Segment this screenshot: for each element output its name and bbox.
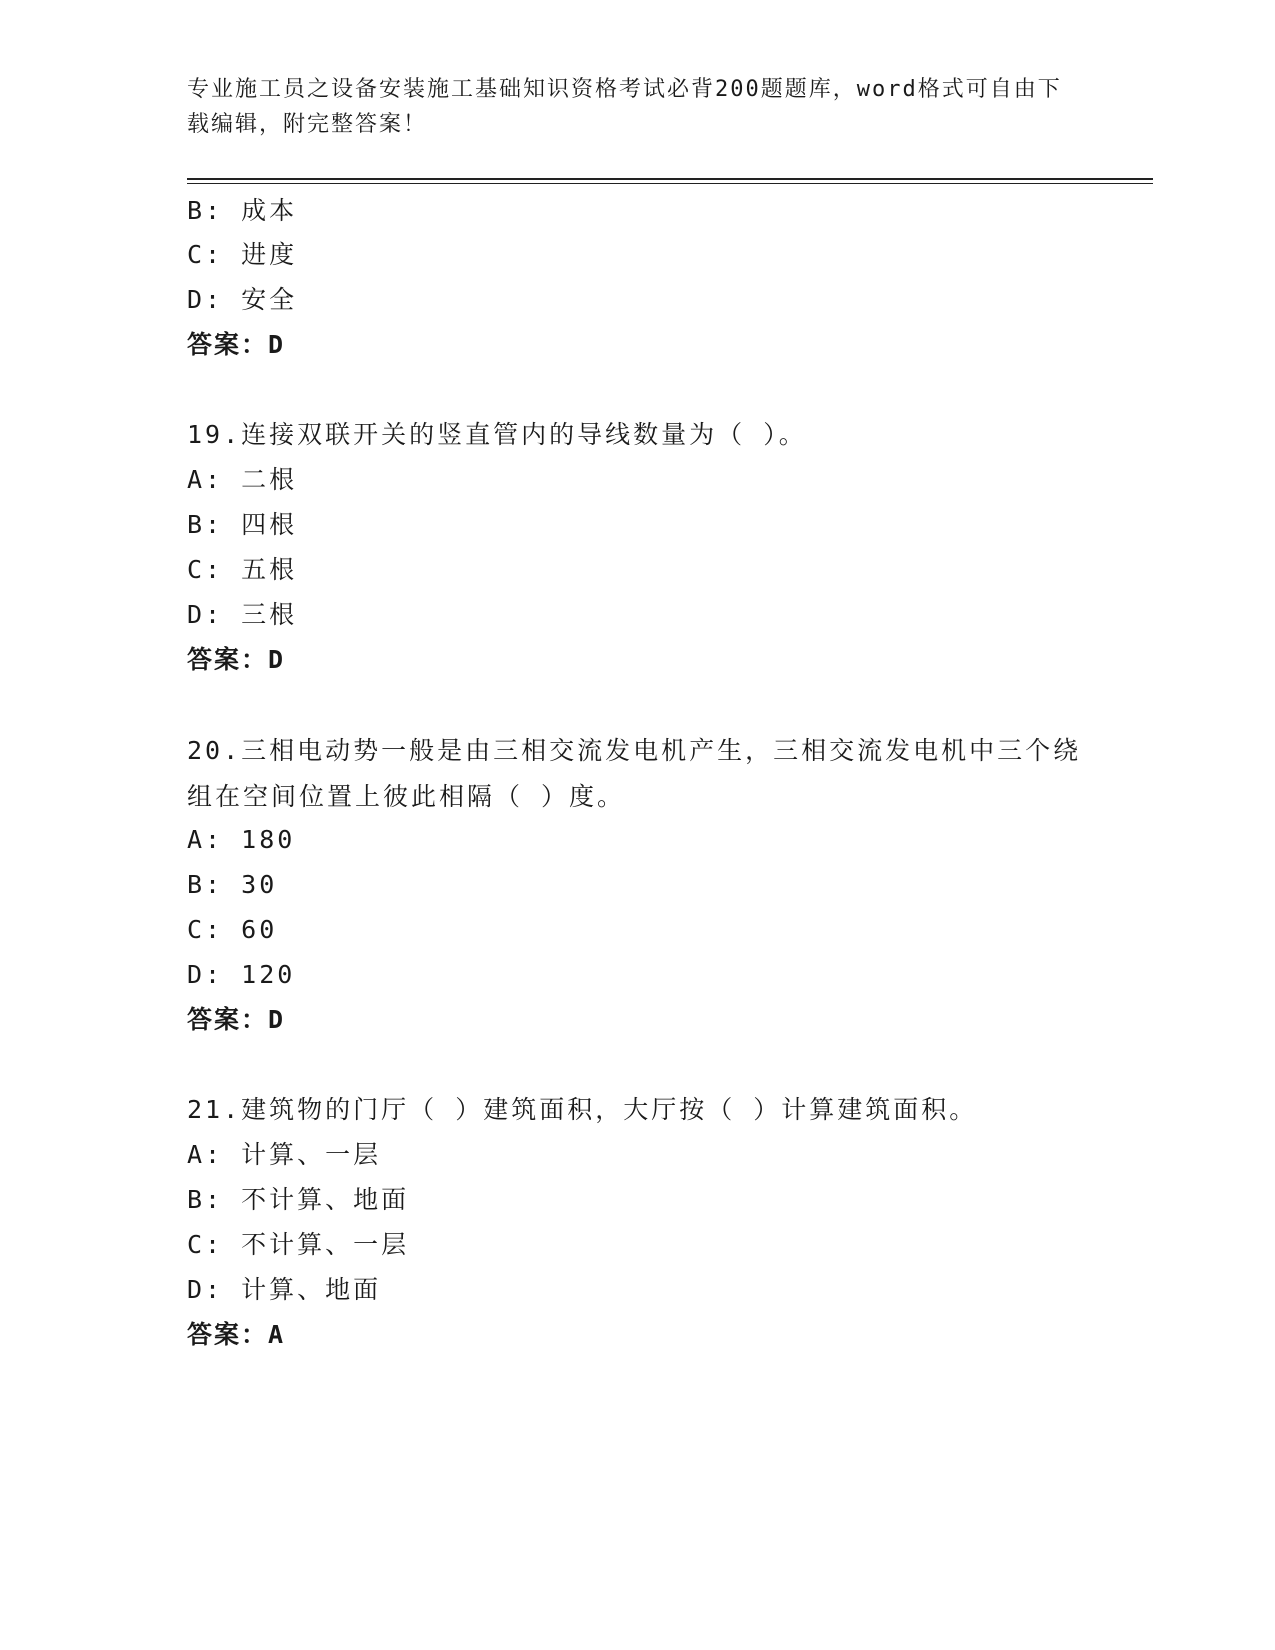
q18-option-c: C: 进度 xyxy=(187,240,298,269)
q18-option-b: B: 成本 xyxy=(187,196,298,225)
q19-option-d: D: 三根 xyxy=(187,600,298,629)
q19-option-a: A: 二根 xyxy=(187,465,298,494)
document-header: 专业施工员之设备安装施工基础知识资格考试必背200题题库，word格式可自由下载编辑，附完整答案！ xyxy=(187,77,1062,137)
q21-option-b: B: 不计算、地面 xyxy=(187,1185,410,1214)
header-rule-thin xyxy=(187,183,1153,184)
q20-answer: 答案：D xyxy=(187,1005,286,1034)
q21-option-d: D: 计算、地面 xyxy=(187,1275,382,1304)
q21-stem: 21.建筑物的门厅（ ）建筑面积，大厅按（ ）计算建筑面积。 xyxy=(187,1095,978,1124)
q18-answer: 答案：D xyxy=(187,330,286,359)
q21-answer: 答案：A xyxy=(187,1320,286,1349)
q19-option-b: B: 四根 xyxy=(187,510,298,539)
q21-option-a: A: 计算、一层 xyxy=(187,1140,382,1169)
q20-option-a: A: 180 xyxy=(187,825,296,854)
q18-option-d: D: 安全 xyxy=(187,285,298,314)
q21-option-c: C: 不计算、一层 xyxy=(187,1230,410,1259)
q20-option-d: D: 120 xyxy=(187,960,296,989)
q19-option-c: C: 五根 xyxy=(187,555,298,584)
q20-option-b: B: 30 xyxy=(187,870,278,899)
q20-stem: 20.三相电动势一般是由三相交流发电机产生，三相交流发电机中三个绕组在空间位置上彼此相隔（ ）度。 xyxy=(187,736,1082,811)
header-rule-thick xyxy=(187,178,1153,180)
q19-stem: 19.连接双联开关的竖直管内的导线数量为（ ）。 xyxy=(187,420,807,449)
q19-answer: 答案：D xyxy=(187,645,286,674)
q20-option-c: C: 60 xyxy=(187,915,278,944)
